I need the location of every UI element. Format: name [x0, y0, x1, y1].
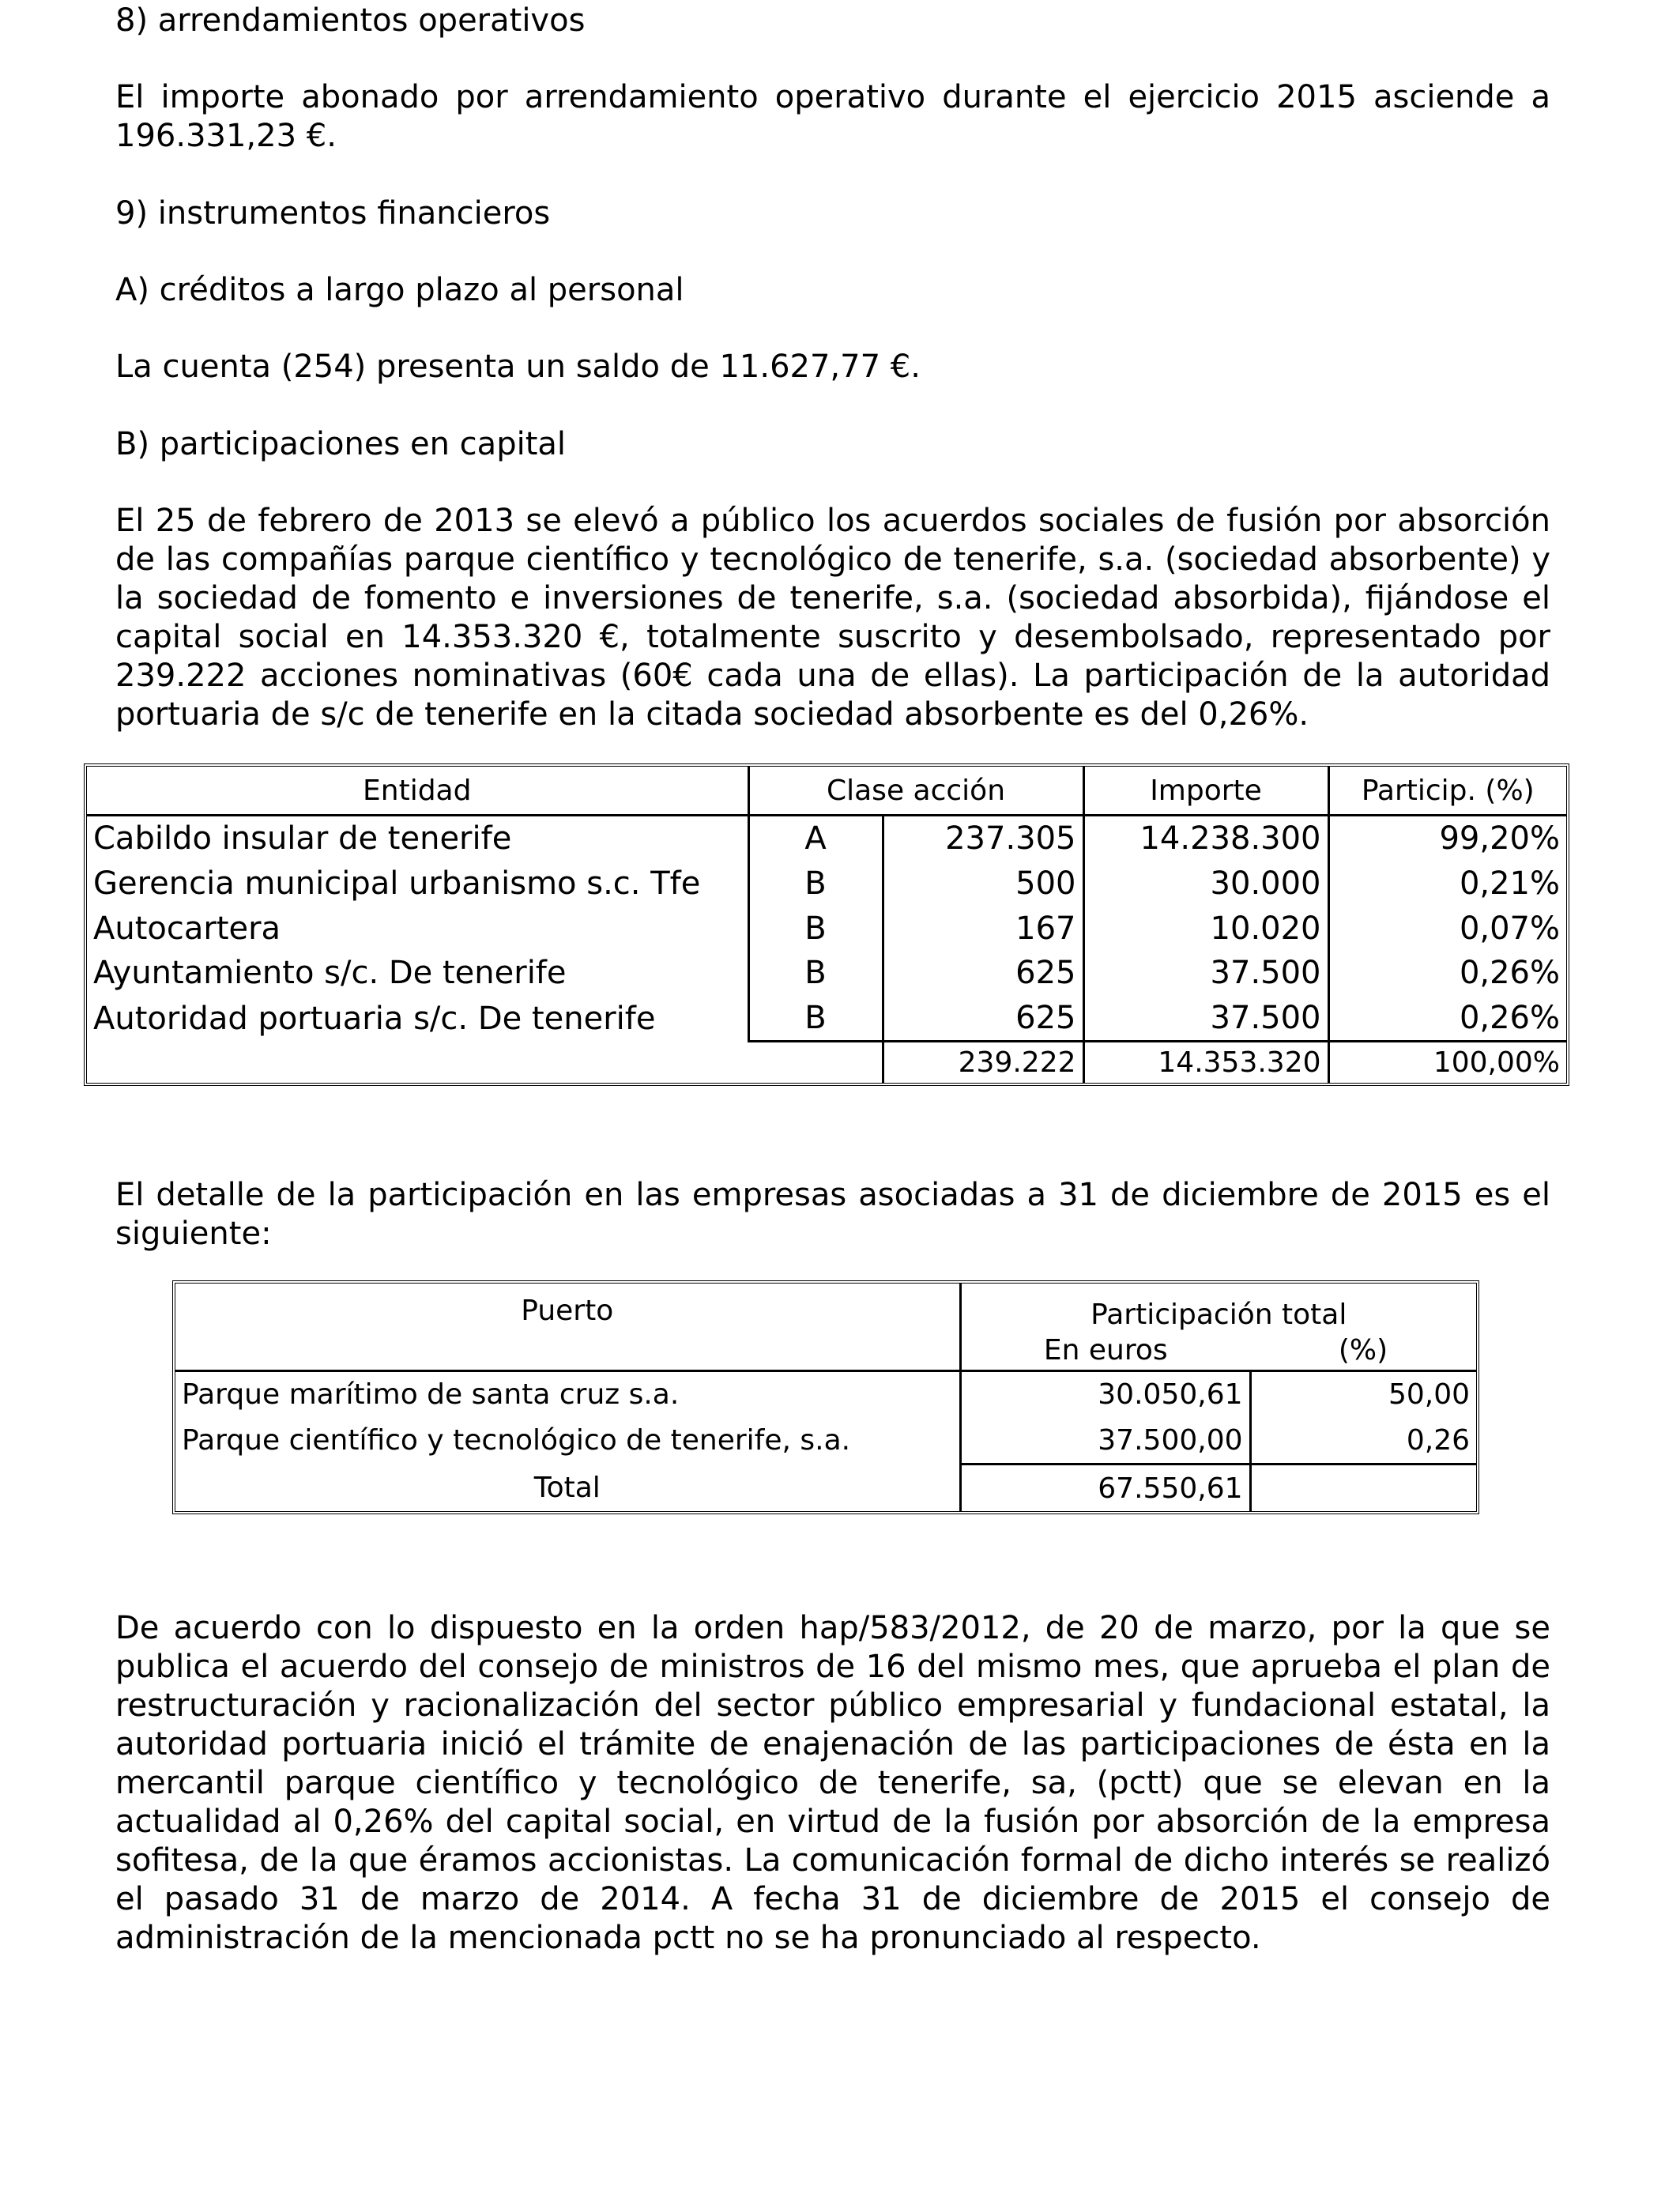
- particip-cell: 0,21%: [1328, 861, 1566, 907]
- paragraph-line: sofitesa, de la que éramos accionistas. La comunicación formal de dicho interés se realizó: [115, 1842, 1550, 1879]
- header-particip: Particip. (%): [1328, 767, 1566, 816]
- importe-cell: 37.500: [1083, 995, 1328, 1041]
- header-entidad: Entidad: [87, 767, 748, 816]
- particip-cell: 0,26%: [1328, 951, 1566, 996]
- total-acciones: 239.222: [883, 1042, 1083, 1083]
- clase-cell: B: [748, 951, 883, 996]
- detalle-line-1: El detalle de la participación en las empresas asociadas a 31 de diciembre de 2015 es el: [115, 1177, 1550, 1213]
- paragraph-line: actualidad al 0,26% del capital social, en virtud de la fusión por absorción de la empresa: [115, 1804, 1550, 1840]
- paragraph-line: De acuerdo con lo dispuesto en la orden hap/583/2012, de 20 de marzo, por la que se: [115, 1610, 1550, 1646]
- table-row: [175, 1370, 1476, 1417]
- paragraph-line: mercantil parque científico y tecnológico de tenerife, sa, (pctt) que se elevan en la: [115, 1765, 1550, 1801]
- entidad-cell: Autocartera: [93, 910, 281, 947]
- table-row: [87, 995, 1566, 1041]
- importe-cell: 37.500: [1083, 951, 1328, 996]
- paragraph-line: 239.222 acciones nominativas (60€ cada una de ellas). La participación de la autoridad: [115, 658, 1550, 694]
- paragraph-line: restructuración y racionalización del sector público empresarial y fundacional estatal, la: [115, 1687, 1550, 1724]
- importe-cell: 14.238.300: [1083, 816, 1328, 861]
- total-pct-empty: [1250, 1465, 1476, 1511]
- shareholders-table: [84, 763, 1569, 1086]
- header-importe: Importe: [1083, 767, 1328, 816]
- paragraph-line: capital social en 14.353.320 €, totalmente suscrito y desembolsado, representado por: [115, 619, 1550, 655]
- importe-cell: 30.000: [1083, 861, 1328, 907]
- total-particip: 100,00%: [1328, 1042, 1566, 1083]
- table-row: [87, 906, 1566, 951]
- header-en-euros: En euros: [960, 1331, 1250, 1370]
- paragraph-line: publica el acuerdo del consejo de ministros de 16 del mismo mes, que aprueba el plan de: [115, 1649, 1550, 1685]
- header-clase-accion: Clase acción: [748, 767, 1083, 816]
- paragraph-line: autoridad portuaria inició el trámite de enajenación de las participaciones de ésta en la: [115, 1726, 1550, 1762]
- table-total-row: [87, 1042, 1566, 1083]
- section-8-text-line-1: El importe abonado por arrendamiento operativo durante el ejercicio 2015 asciende a: [115, 79, 1550, 115]
- acciones-cell: 167: [883, 906, 1083, 951]
- acciones-cell: 500: [883, 861, 1083, 907]
- table-row: [87, 816, 1566, 861]
- pct-cell: 0,26: [1250, 1417, 1476, 1464]
- acciones-cell: 625: [883, 951, 1083, 996]
- sub-b-heading: B) participaciones en capital: [115, 426, 566, 462]
- paragraph-line: El 25 de febrero de 2013 se elevó a público los acuerdos sociales de fusión por absorción: [115, 503, 1550, 539]
- section-8-text-line-2: 196.331,23 €.: [115, 118, 337, 154]
- particip-cell: 99,20%: [1328, 816, 1566, 861]
- entidad-cell: Ayuntamiento s/c. De tenerife: [93, 955, 567, 992]
- header-puerto: Puerto: [175, 1284, 960, 1370]
- table-row: [87, 861, 1566, 907]
- table-header-row: [87, 767, 1566, 816]
- header-participacion-total: Participación total: [960, 1284, 1476, 1331]
- total-empty-cell: [748, 1042, 883, 1083]
- total-empty-cell: [87, 1042, 748, 1083]
- paragraph-line: la sociedad de fomento e inversiones de tenerife, s.a. (sociedad absorbida), fijándose el: [115, 580, 1550, 616]
- total-euros: 67.550,61: [960, 1465, 1250, 1511]
- table-total-row: [175, 1465, 1476, 1511]
- clase-cell: A: [748, 816, 883, 861]
- acciones-cell: 625: [883, 995, 1083, 1041]
- pct-cell: 50,00: [1250, 1370, 1476, 1417]
- sub-a-text: La cuenta (254) presenta un saldo de 11.627,77 €.: [115, 349, 921, 385]
- euros-cell: 37.500,00: [960, 1417, 1250, 1464]
- particip-cell: 0,26%: [1328, 995, 1566, 1041]
- table-row: [87, 951, 1566, 996]
- associates-table: [172, 1280, 1479, 1514]
- section-9-heading: 9) instrumentos financieros: [115, 195, 551, 232]
- clase-cell: B: [748, 995, 883, 1041]
- entidad-cell: Cabildo insular de tenerife: [93, 820, 512, 858]
- entidad-cell: Autoridad portuaria s/c. De tenerife: [93, 1000, 656, 1037]
- clase-cell: B: [748, 861, 883, 907]
- detalle-line-2: siguiente:: [115, 1216, 272, 1252]
- particip-cell: 0,07%: [1328, 906, 1566, 951]
- total-importe: 14.353.320: [1083, 1042, 1328, 1083]
- puerto-cell: Parque marítimo de santa cruz s.a.: [182, 1378, 680, 1411]
- paragraph-line: administración de la mencionada pctt no se ha pronunciado al respecto.: [115, 1920, 1261, 1956]
- clase-cell: B: [748, 906, 883, 951]
- euros-cell: 30.050,61: [960, 1370, 1250, 1417]
- header-pct: (%): [1250, 1331, 1476, 1370]
- entidad-cell: Gerencia municipal urbanismo s.c. Tfe: [93, 865, 701, 903]
- table-row: [175, 1417, 1476, 1464]
- paragraph-line: portuaria de s/c de tenerife en la citada sociedad absorbente es del 0,26%.: [115, 696, 1309, 733]
- sub-a-heading: A) créditos a largo plazo al personal: [115, 272, 684, 308]
- acciones-cell: 237.305: [883, 816, 1083, 861]
- importe-cell: 10.020: [1083, 906, 1328, 951]
- paragraph-line: de las compañías parque científico y tecnológico de tenerife, s.a. (sociedad absorbente) y: [115, 541, 1550, 578]
- section-8-heading: 8) arrendamientos operativos: [115, 2, 586, 39]
- puerto-cell: Parque científico y tecnológico de tenerife, s.a.: [182, 1424, 851, 1457]
- paragraph-line: el pasado 31 de marzo de 2014. A fecha 31 de diciembre de 2015 el consejo de: [115, 1881, 1550, 1917]
- total-label: Total: [533, 1471, 601, 1504]
- table-header-row: [175, 1284, 1476, 1331]
